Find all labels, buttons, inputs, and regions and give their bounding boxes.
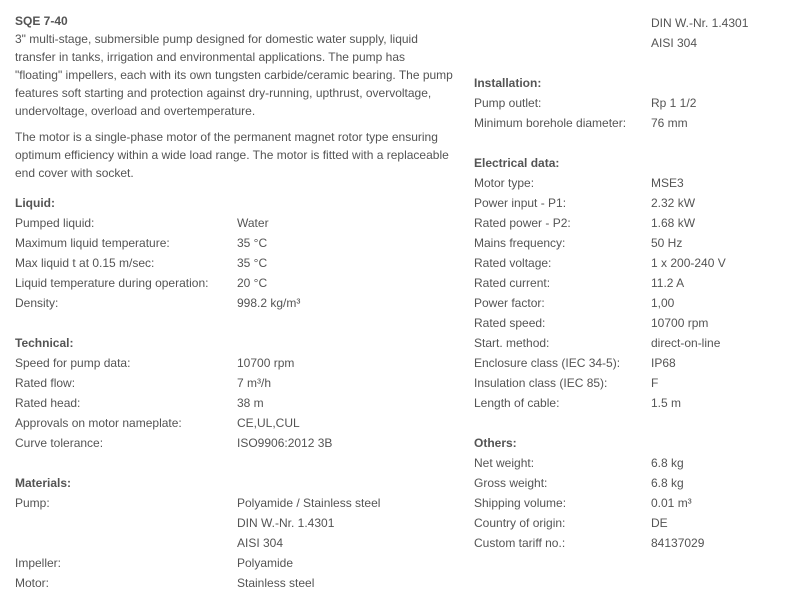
spec-value: DE <box>651 516 668 530</box>
spec-label <box>474 13 651 33</box>
spec-row <box>474 273 794 293</box>
spec-value: 6.8 kg <box>651 476 684 490</box>
spec-label: Net weight: <box>474 456 535 470</box>
spec-row <box>15 433 455 453</box>
spec-label: Rated speed: <box>474 316 546 330</box>
spec-label: Motor: <box>15 576 50 590</box>
motor-description: The motor is a single-phase motor of the permanent magnet rotor type ensuring optimum efficiency within a wide load range. The motor is fitted with a replaceable end cover with socket. <box>15 130 449 180</box>
spec-row <box>474 473 794 493</box>
spec-value: 50 Hz <box>651 236 683 250</box>
product-title: SQE 7-40 <box>15 14 68 28</box>
spec-value: 11.2 A <box>651 276 685 290</box>
spec-value: IP68 <box>651 356 676 370</box>
spec-value: 76 mm <box>651 116 688 130</box>
electrical-section-title: Electrical data: <box>474 156 560 170</box>
spec-label: Enclosure class (IEC 34-5): <box>474 356 621 370</box>
spec-value: direct-on-line <box>651 336 721 350</box>
spec-row <box>474 213 794 233</box>
others-section <box>474 453 794 553</box>
left-column <box>15 13 455 593</box>
spec-value: 7 m³/h <box>237 376 272 390</box>
spec-label: Start. method: <box>474 336 550 350</box>
spec-value: Polyamide / Stainless steel <box>237 496 381 510</box>
spec-label: Liquid temperature during operation: <box>15 276 209 290</box>
spec-row <box>474 393 794 413</box>
spec-label: Pump: <box>15 496 50 510</box>
spec-row <box>474 313 794 333</box>
technical-section <box>15 353 455 453</box>
technical-section-title: Technical: <box>15 336 74 350</box>
spec-label: Curve tolerance: <box>15 436 104 450</box>
spec-value: MSE3 <box>651 176 684 190</box>
spec-label: Power input - P1: <box>474 196 567 210</box>
spec-row <box>474 293 794 313</box>
spec-row <box>474 113 794 133</box>
spec-value: 998.2 kg/m³ <box>237 296 301 310</box>
spec-row <box>15 373 455 393</box>
spec-value: AISI 304 <box>651 36 698 50</box>
spec-row <box>15 353 455 373</box>
spec-label: Length of cable: <box>474 396 560 410</box>
spec-row <box>474 353 794 373</box>
spec-value: DIN W.-Nr. 1.4301 <box>237 516 335 530</box>
spec-value: Rp 1 1/2 <box>651 96 697 110</box>
spec-label: Pump outlet: <box>474 96 542 110</box>
spec-value: 6.8 kg <box>651 456 684 470</box>
spec-value: 1.68 kW <box>651 216 696 230</box>
spec-label: Mains frequency: <box>474 236 566 250</box>
spec-row <box>474 193 794 213</box>
spec-row <box>474 13 794 33</box>
spec-label: Rated power - P2: <box>474 216 571 230</box>
spec-label: Shipping volume: <box>474 496 567 510</box>
spec-value: 84137029 <box>651 536 705 550</box>
spec-value: 35 °C <box>237 256 268 270</box>
spec-row <box>15 553 455 573</box>
spec-label: Rated flow: <box>15 376 76 390</box>
spec-value: 38 m <box>237 396 264 410</box>
spec-value: 0.01 m³ <box>651 496 692 510</box>
spec-row <box>474 493 794 513</box>
spec-value: 10700 rpm <box>651 316 709 330</box>
spec-label <box>15 513 237 533</box>
spec-row <box>15 573 455 593</box>
spec-label: Rated voltage: <box>474 256 552 270</box>
spec-value: ISO9906:2012 3B <box>237 436 333 450</box>
spec-label: Gross weight: <box>474 476 548 490</box>
spec-label <box>15 533 237 553</box>
spec-value: 1.5 m <box>651 396 682 410</box>
spec-label: Power factor: <box>474 296 545 310</box>
spec-row <box>15 533 455 553</box>
spec-value: 1 x 200-240 V <box>651 256 726 270</box>
installation-section-title: Installation: <box>474 76 542 90</box>
right-column <box>474 13 794 553</box>
spec-row <box>474 533 794 553</box>
spec-value: Stainless steel <box>237 576 315 590</box>
spec-row <box>474 333 794 353</box>
spec-row <box>474 453 794 473</box>
spec-label: Impeller: <box>15 556 62 570</box>
spec-label: Custom tariff no.: <box>474 536 566 550</box>
spec-label: Minimum borehole diameter: <box>474 116 627 130</box>
spec-value: CE,UL,CUL <box>237 416 300 430</box>
spec-value: 2.32 kW <box>651 196 696 210</box>
spec-label: Motor type: <box>474 176 535 190</box>
electrical-section <box>474 173 794 413</box>
liquid-section-title: Liquid: <box>15 196 55 210</box>
spec-row <box>474 513 794 533</box>
materials-section-title: Materials: <box>15 476 72 490</box>
spec-row <box>474 33 794 53</box>
spec-row <box>474 173 794 193</box>
spec-row <box>15 253 455 273</box>
spec-row <box>15 493 455 513</box>
spec-label <box>474 33 651 53</box>
spec-label: Rated current: <box>474 276 551 290</box>
spec-label: Country of origin: <box>474 516 566 530</box>
spec-label: Rated head: <box>15 396 81 410</box>
spec-label: Insulation class (IEC 85): <box>474 376 608 390</box>
spec-row <box>15 293 455 313</box>
materials-section <box>15 493 455 593</box>
spec-row <box>474 253 794 273</box>
liquid-section <box>15 213 455 313</box>
product-description: 3" multi-stage, submersible pump designed for domestic water supply, liquid transfer in tanks, irrigation and environmental applications. The pump has "floating" impellers, each with its own tungsten carbide/ceramic bearing. The pump features soft starting and protection against dry-running, upthrust, overvoltage, undervoltage, overload and overtemperature. <box>15 32 453 118</box>
spec-row <box>15 233 455 253</box>
spec-row <box>474 233 794 253</box>
spec-row <box>15 513 455 533</box>
spec-label: Speed for pump data: <box>15 356 131 370</box>
spec-value: 35 °C <box>237 236 268 250</box>
spec-value: DIN W.-Nr. 1.4301 <box>651 16 749 30</box>
spec-label: Max liquid t at 0.15 m/sec: <box>15 256 155 270</box>
spec-label: Approvals on motor nameplate: <box>15 416 182 430</box>
spec-row <box>15 273 455 293</box>
spec-value: Water <box>237 216 269 230</box>
spec-value: Polyamide <box>237 556 294 570</box>
spec-row <box>15 393 455 413</box>
spec-row <box>15 413 455 433</box>
spec-label: Maximum liquid temperature: <box>15 236 170 250</box>
others-section-title: Others: <box>474 436 517 450</box>
spec-row <box>474 373 794 393</box>
spec-value: 10700 rpm <box>237 356 295 370</box>
spec-value: 1,00 <box>651 296 675 310</box>
spec-row <box>474 93 794 113</box>
spec-value: AISI 304 <box>237 536 284 550</box>
installation-section <box>474 93 794 133</box>
spec-value: F <box>651 376 659 390</box>
spec-label: Pumped liquid: <box>15 216 95 230</box>
spec-label: Density: <box>15 296 59 310</box>
motor-material-continuation <box>474 13 794 53</box>
spec-value: 20 °C <box>237 276 268 290</box>
spec-row <box>15 213 455 233</box>
